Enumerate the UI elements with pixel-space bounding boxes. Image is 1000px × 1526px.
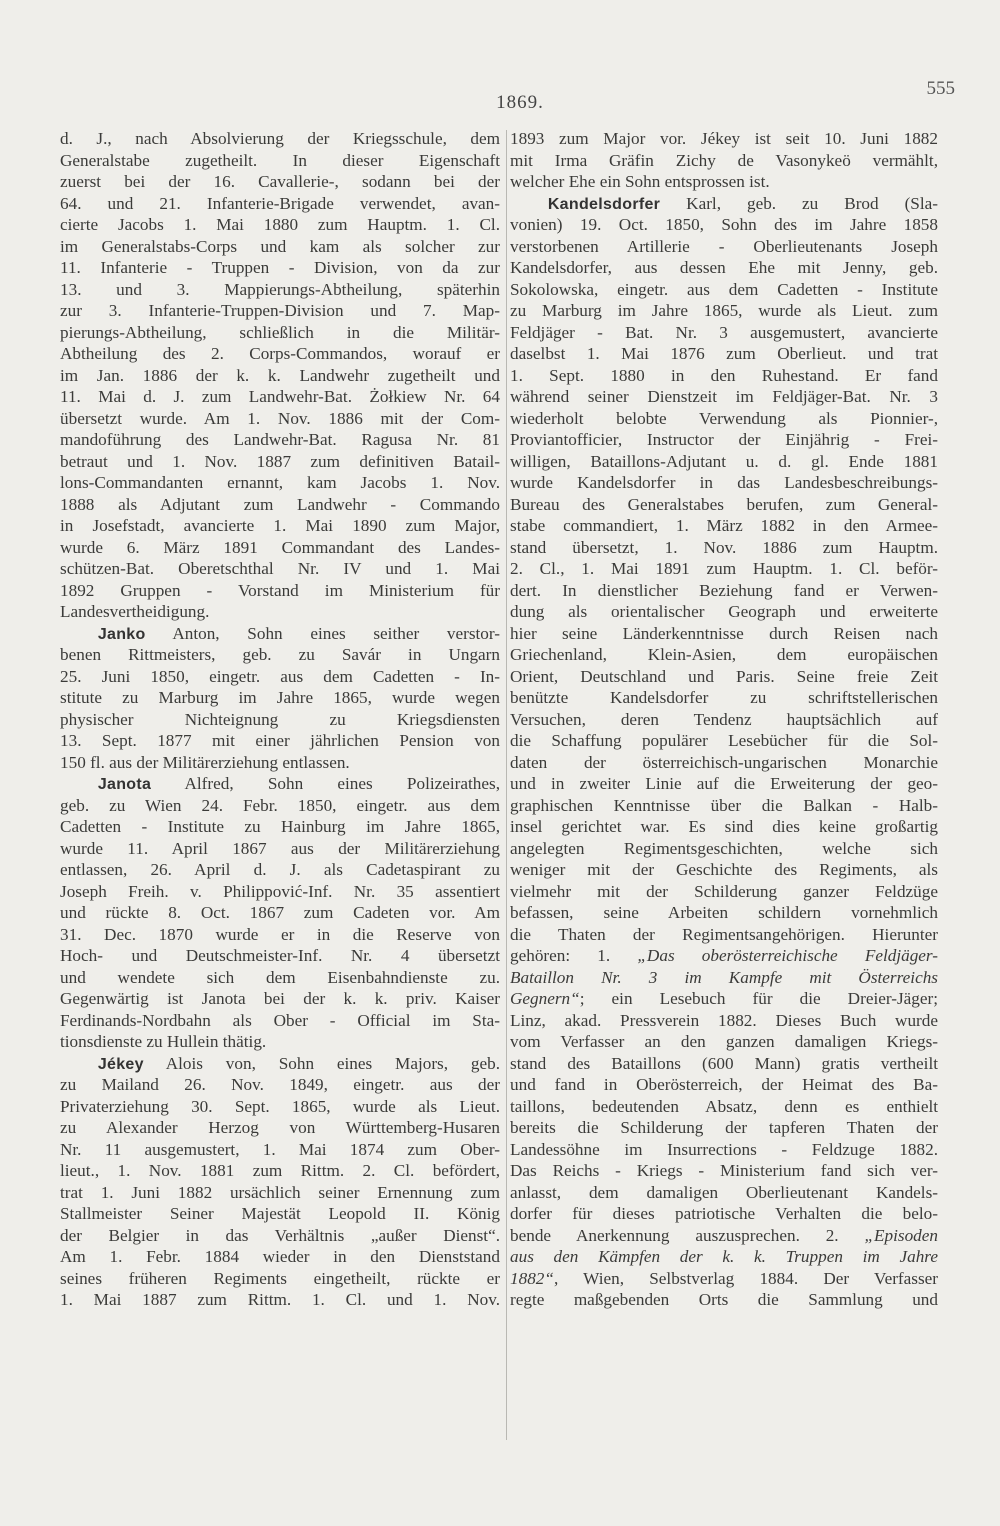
line-text: Sokolowska, eingetr. aus dem Cadetten - Institute bbox=[510, 279, 938, 299]
text-line bbox=[60, 214, 500, 236]
line-text: insel gerichtet war. Es sind dies keine großartig bbox=[510, 817, 938, 836]
line-text: 1888 als Adjutant zum Landwehr - Commando bbox=[60, 494, 500, 514]
text-line bbox=[510, 322, 938, 344]
line-text: vom Verfasser an den ganzen damaligen Kriegs- bbox=[510, 1032, 938, 1051]
text-line bbox=[60, 1053, 500, 1075]
text-line bbox=[60, 709, 500, 731]
line-text: benützte Kandelsdorfer zu schriftstellerischen bbox=[510, 688, 938, 707]
line-text: zu Mailand 26. Nov. 1849, eingetr. aus der bbox=[60, 1075, 500, 1094]
line-text: übersetzt wurde. Am 1. Nov. 1886 mit der Com- bbox=[60, 408, 500, 428]
line-text: lons-Commandanten ernannt, kam Jacobs 1. Nov. bbox=[60, 473, 500, 492]
text-line bbox=[510, 1139, 938, 1161]
text-line bbox=[60, 924, 500, 946]
text-line bbox=[60, 1074, 500, 1096]
line-text: d. J., nach Absolvierung der Kriegsschule, dem bbox=[60, 129, 500, 148]
line-text: in Josefstadt, avancierte 1. Mai 1890 zum Major, bbox=[60, 516, 500, 535]
line-text: Nr. 11 ausgemustert, 1. Mai 1874 zum Ober- bbox=[60, 1139, 500, 1159]
text-line bbox=[510, 1117, 938, 1139]
line-text: Orient, Deutschland und Paris. Seine freie Zeit bbox=[510, 666, 938, 686]
text-line bbox=[60, 1010, 500, 1032]
text-line bbox=[60, 601, 500, 623]
text-line bbox=[60, 881, 500, 903]
line-text: mandoführung des Landwehr-Bat. Ragusa Nr. 81 bbox=[60, 430, 500, 449]
line-text: vielmehr mit der Schilderung ganzer Feldzüge bbox=[510, 881, 938, 901]
line-text: Cadetten - Institute zu Hainburg im Jahre 1865, bbox=[60, 817, 500, 836]
line-text: tionsdienste zu Hullein thätig. bbox=[60, 1032, 267, 1051]
text-line bbox=[60, 816, 500, 838]
text-line bbox=[60, 1268, 500, 1290]
text-line bbox=[510, 1268, 938, 1290]
line-text: Alfred, Sohn eines Polizeirathes, bbox=[151, 774, 500, 793]
text-line bbox=[510, 300, 938, 322]
text-line bbox=[60, 1139, 500, 1161]
text-line bbox=[60, 1246, 500, 1268]
line-text: Linz, akad. Pressverein 1882. Dieses Buch wurde bbox=[510, 1010, 938, 1030]
text-line bbox=[510, 494, 938, 516]
line-text: stabe commandiert, 1. März 1882 in den Armee- bbox=[510, 516, 938, 535]
text-line bbox=[60, 1203, 500, 1225]
line-text: 25. Juni 1850, eingetr. aus dem Cadetten - In- bbox=[60, 666, 500, 686]
line-text: 13. Sept. 1877 mit einer jährlichen Pension von bbox=[60, 731, 500, 750]
text-line bbox=[510, 816, 938, 838]
line-text: stand des Bataillons (600 Mann) gratis vertheilt bbox=[510, 1053, 938, 1073]
text-line bbox=[510, 859, 938, 881]
line-text: 150 fl. aus der Militärerziehung entlassen. bbox=[60, 752, 350, 772]
text-line bbox=[60, 171, 500, 193]
text-line bbox=[60, 1096, 500, 1118]
line-text: cierte Jacobs 1. Mai 1880 zum Hauptm. 1. Cl. bbox=[60, 215, 500, 234]
line-text: mit Irma Gräfin Zichy de Vasonykeö vermählt, bbox=[510, 150, 938, 170]
column-divider bbox=[506, 130, 507, 1440]
line-text: 1892 Gruppen - Vorstand im Ministerium für bbox=[60, 580, 500, 600]
text-line bbox=[60, 408, 500, 430]
line-text: dert. In dienstlicher Beziehung fand er Verwen- bbox=[510, 580, 938, 600]
line-text: Proviantofficier, Instructor der Einjährig - Frei- bbox=[510, 430, 938, 449]
text-line bbox=[60, 322, 500, 344]
text-line bbox=[60, 859, 500, 881]
line-text: Karl, geb. zu Brod (Sla- bbox=[660, 193, 938, 213]
text-line bbox=[60, 623, 500, 645]
line-text: Landessöhne im Insurrections - Feldzuge 1882. bbox=[510, 1139, 938, 1159]
line-text: hier seine Länderkenntnisse durch Reisen nach bbox=[510, 623, 938, 643]
line-text: wiederholt belobte Verwendung als Pionnier-, bbox=[510, 408, 938, 428]
book-title-text: 1882“ bbox=[510, 1268, 554, 1288]
line-text: und in zweiter Linie auf die Erweiterung der geo- bbox=[510, 774, 938, 793]
text-line bbox=[510, 709, 938, 731]
line-text: 1. Mai 1887 zum Rittm. 1. Cl. und 1. Nov. bbox=[60, 1290, 500, 1309]
text-line bbox=[60, 752, 500, 774]
text-line bbox=[510, 515, 938, 537]
line-text: Landesvertheidigung. bbox=[60, 602, 210, 621]
line-text: zu Marburg im Jahre 1865, wurde als Lieut. zum bbox=[510, 301, 938, 320]
book-title-text: Gegnern“ bbox=[510, 989, 580, 1008]
text-line bbox=[510, 451, 938, 473]
line-text: welcher Ehe ein Sohn entsprossen ist. bbox=[510, 172, 770, 191]
line-text: 31. Dec. 1870 wurde er in die Reserve von bbox=[60, 924, 500, 944]
text-line bbox=[510, 214, 938, 236]
line-text: ; ein Lesebuch für die Dreier-Jäger; bbox=[579, 989, 938, 1008]
text-line bbox=[510, 128, 938, 150]
line-text: zu Alexander Herzog von Württemberg-Husaren bbox=[60, 1118, 500, 1137]
text-line bbox=[60, 988, 500, 1010]
text-line bbox=[60, 429, 500, 451]
page-number: 555 bbox=[926, 78, 955, 99]
line-text: und rückte 8. Oct. 1867 zum Cadeten vor. Am bbox=[60, 903, 500, 922]
line-text: im Generalstabs-Corps und kam als solcher zur bbox=[60, 236, 500, 256]
text-line bbox=[510, 1160, 938, 1182]
line-text: Alois von, Sohn eines Majors, geb. bbox=[143, 1053, 500, 1073]
text-line bbox=[60, 1031, 500, 1053]
line-text: während seiner Dienstzeit im Feldjäger-Bat. Nr. 3 bbox=[510, 387, 938, 406]
line-text: Das Reichs - Kriegs - Ministerium fand sich ver- bbox=[510, 1161, 938, 1180]
text-line bbox=[510, 1182, 938, 1204]
text-line bbox=[510, 945, 938, 967]
line-text: Hoch- und Deutschmeister-Inf. Nr. 4 übersetzt bbox=[60, 946, 500, 965]
text-line bbox=[510, 967, 938, 989]
text-line bbox=[510, 924, 938, 946]
book-title-text: aus den Kämpfen der k. k. Truppen im Jahre bbox=[510, 1247, 938, 1266]
text-line bbox=[510, 795, 938, 817]
line-text: betraut und 1. Nov. 1887 zum definitiven Batail- bbox=[60, 451, 500, 471]
text-line bbox=[510, 580, 938, 602]
line-text: regte maßgebenden Orts die Sammlung und bbox=[510, 1290, 938, 1309]
text-line bbox=[510, 601, 938, 623]
text-line bbox=[60, 1225, 500, 1247]
line-text: Generalstabe zugetheilt. In dieser Eigenschaft bbox=[60, 150, 500, 170]
line-text: pierungs-Abtheilung, schließlich in die Militär- bbox=[60, 322, 500, 342]
line-text: anlasst, dem damaligen Oberlieutenant Kandels- bbox=[510, 1182, 938, 1202]
text-line bbox=[510, 902, 938, 924]
running-header-year: 1869. bbox=[496, 92, 544, 113]
text-line bbox=[60, 472, 500, 494]
text-line bbox=[60, 902, 500, 924]
text-line bbox=[510, 1096, 938, 1118]
line-text: bende Anerkennung auszusprechen. 2. bbox=[510, 1225, 865, 1245]
text-line bbox=[60, 279, 500, 301]
text-line bbox=[510, 773, 938, 795]
text-line bbox=[60, 795, 500, 817]
text-line bbox=[60, 1182, 500, 1204]
text-line bbox=[60, 967, 500, 989]
text-line bbox=[60, 558, 500, 580]
line-text: 2. Cl., 1. Mai 1891 zum Hauptm. 1. Cl. beför- bbox=[510, 559, 938, 578]
text-line bbox=[60, 236, 500, 258]
entry-surname: Janko bbox=[97, 625, 146, 643]
line-text: , Wien, Selbstverlag 1884. Der Verfasser bbox=[553, 1268, 938, 1288]
line-text: verstorbenen Artillerie - Oberlieutenants Joseph bbox=[510, 236, 938, 256]
line-text: benen Rittmeisters, geb. zu Savár in Ungarn bbox=[60, 645, 500, 664]
line-text: trat 1. Juni 1882 ursächlich seiner Ernennung zum bbox=[60, 1182, 500, 1202]
text-line bbox=[510, 1053, 938, 1075]
text-line bbox=[510, 1289, 938, 1311]
line-text: entlassen, 26. April d. J. als Cadetaspirant zu bbox=[60, 860, 500, 879]
line-text: Kandelsdorfer, aus dessen Ehe mit Jenny, geb. bbox=[510, 258, 938, 277]
book-title-text: Bataillon Nr. 3 im Kampfe mit Österreichs bbox=[510, 967, 938, 987]
text-line bbox=[60, 343, 500, 365]
line-text: im Jan. 1886 der k. k. Landwehr zugetheilt und bbox=[60, 365, 500, 385]
line-text: Ferdinands-Nordbahn als Ober - Official im Sta- bbox=[60, 1010, 500, 1030]
text-line bbox=[510, 644, 938, 666]
text-line bbox=[60, 386, 500, 408]
text-line bbox=[510, 752, 938, 774]
text-line bbox=[60, 150, 500, 172]
line-text: dung als orientalischer Geograph und erweiterte bbox=[510, 602, 938, 621]
line-text: 1. Sept. 1880 in den Ruhestand. Er fand bbox=[510, 365, 938, 385]
line-text: 1893 zum Major vor. Jékey ist seit 10. Juni 1882 bbox=[510, 129, 938, 148]
text-line bbox=[510, 1225, 938, 1247]
line-text: schützen-Bat. Oberetschthal Nr. IV und 1. Mai bbox=[60, 559, 500, 578]
text-line bbox=[510, 408, 938, 430]
text-line bbox=[60, 666, 500, 688]
line-text: 11. Infanterie - Truppen - Division, von da zur bbox=[60, 258, 500, 277]
text-line bbox=[510, 429, 938, 451]
line-text: Versuchen, deren Tendenz hauptsächlich auf bbox=[510, 709, 938, 729]
line-text: angelegten Regimentsgeschichten, welche sich bbox=[510, 838, 938, 858]
line-text: weniger mit der Geschichte des Regiments, als bbox=[510, 860, 938, 879]
text-line bbox=[60, 644, 500, 666]
line-text: und fand in Oberösterreich, der Heimat des Ba- bbox=[510, 1075, 938, 1094]
text-line bbox=[60, 193, 500, 215]
text-line bbox=[510, 623, 938, 645]
line-text: daten der österreichisch-ungarischen Monarchie bbox=[510, 752, 938, 772]
text-line bbox=[510, 236, 938, 258]
text-line bbox=[510, 988, 938, 1010]
right-text-column bbox=[510, 128, 938, 1311]
line-text: physischer Nichteignung zu Kriegsdiensten bbox=[60, 709, 500, 729]
text-line bbox=[510, 150, 938, 172]
text-line bbox=[60, 537, 500, 559]
text-line bbox=[60, 773, 500, 795]
line-text: taillons, bedeutenden Absatz, denn es enthielt bbox=[510, 1096, 938, 1116]
text-line bbox=[510, 730, 938, 752]
line-text: gehören: 1. bbox=[510, 946, 638, 965]
line-text: geb. zu Wien 24. Febr. 1850, eingetr. aus dem bbox=[60, 795, 500, 815]
line-text: stand übersetzt, 1. Nov. 1886 zum Hauptm. bbox=[510, 537, 938, 557]
line-text: Bureau des Generalstabes berufen, zum General- bbox=[510, 494, 938, 514]
line-text: die Schaffung populärer Lesebücher für die Sol- bbox=[510, 731, 938, 750]
line-text: stitute zu Marburg im Jahre 1865, wurde wegen bbox=[60, 688, 500, 707]
text-line bbox=[60, 1117, 500, 1139]
text-line bbox=[510, 279, 938, 301]
line-text: Stallmeister Seiner Majestät Leopold II. König bbox=[60, 1204, 500, 1223]
line-text: dorfer für dieses patriotische Verhalten die belo- bbox=[510, 1204, 938, 1223]
text-line bbox=[60, 1289, 500, 1311]
text-line bbox=[60, 365, 500, 387]
text-line bbox=[510, 365, 938, 387]
line-text: 64. und 21. Infanterie-Brigade verwendet, avan- bbox=[60, 193, 500, 213]
book-title-text: „Episoden bbox=[864, 1225, 938, 1245]
line-text: 13. und 3. Mappierungs-Abtheilung, späterhin bbox=[60, 279, 500, 299]
line-text: 11. Mai d. J. zum Landwehr-Bat. Żołkiew Nr. 64 bbox=[60, 387, 500, 406]
text-line bbox=[510, 1010, 938, 1032]
text-line bbox=[510, 193, 938, 215]
text-line bbox=[60, 128, 500, 150]
left-text-column bbox=[60, 128, 500, 1311]
line-text: Anton, Sohn eines seither verstor- bbox=[145, 623, 500, 643]
line-text: bereits die Schilderung der tapferen Thaten der bbox=[510, 1118, 938, 1137]
line-text: Abtheilung des 2. Corps-Commandos, worauf er bbox=[60, 344, 500, 363]
line-text: zuerst bei der 16. Cavallerie-, sodann bei der bbox=[60, 172, 500, 191]
line-text: Privaterziehung 30. Sept. 1865, wurde als Lieut. bbox=[60, 1096, 500, 1116]
text-line bbox=[510, 558, 938, 580]
line-text: der Belgier in das Verhältnis „außer Dienst“. bbox=[60, 1225, 500, 1245]
text-line bbox=[60, 580, 500, 602]
entry-surname: Janota bbox=[97, 776, 152, 793]
text-line bbox=[510, 343, 938, 365]
text-line bbox=[510, 472, 938, 494]
text-line bbox=[510, 666, 938, 688]
line-text: daselbst 1. Mai 1876 zum Oberlieut. und trat bbox=[510, 344, 938, 363]
line-text: zur 3. Infanterie-Truppen-Division und 7. Map- bbox=[60, 301, 500, 320]
line-text: vonien) 19. Oct. 1850, Sohn des im Jahre 1858 bbox=[510, 215, 938, 234]
text-line bbox=[510, 1246, 938, 1268]
line-text: wurde 6. März 1891 Commandant des Landes- bbox=[60, 537, 500, 557]
line-text: graphischen Kenntnisse über die Balkan - Halb- bbox=[510, 795, 938, 815]
line-text: Feldjäger - Bat. Nr. 3 ausgemustert, avancierte bbox=[510, 322, 938, 342]
text-line bbox=[510, 171, 938, 193]
line-text: Gegenwärtig ist Janota bei der k. k. priv. Kaiser bbox=[60, 989, 500, 1008]
line-text: die Thaten der Regimentsangehörigen. Hierunter bbox=[510, 924, 938, 944]
text-line bbox=[60, 451, 500, 473]
text-line bbox=[510, 386, 938, 408]
text-line bbox=[510, 1031, 938, 1053]
text-line bbox=[510, 1203, 938, 1225]
entry-surname: Jékey bbox=[97, 1055, 144, 1073]
line-text: Joseph Freih. v. Philippović-Inf. Nr. 35 assentiert bbox=[60, 881, 500, 901]
text-line bbox=[510, 687, 938, 709]
entry-surname: Kandelsdorfer bbox=[547, 195, 661, 213]
text-line bbox=[60, 945, 500, 967]
line-text: befassen, seine Arbeiten schildern vornehmlich bbox=[510, 903, 938, 922]
book-title-text: „Das oberösterreichische Feldjäger- bbox=[637, 946, 938, 965]
text-line bbox=[60, 730, 500, 752]
line-text: willigen, Bataillons-Adjutant u. d. gl. Ende 1881 bbox=[510, 451, 938, 471]
line-text: seines früheren Regiments eingetheilt, rückte er bbox=[60, 1268, 500, 1288]
text-line bbox=[510, 537, 938, 559]
text-line bbox=[60, 838, 500, 860]
text-line bbox=[60, 494, 500, 516]
text-line bbox=[510, 257, 938, 279]
text-line bbox=[60, 687, 500, 709]
line-text: und wendete sich dem Eisenbahndienste zu. bbox=[60, 967, 500, 987]
text-line bbox=[60, 257, 500, 279]
line-text: Griechenland, Klein-Asien, dem europäischen bbox=[510, 645, 938, 664]
line-text: lieut., 1. Nov. 1881 zum Rittm. 2. Cl. befördert, bbox=[60, 1161, 500, 1180]
text-line bbox=[60, 515, 500, 537]
line-text: wurde 11. April 1867 aus der Militärerziehung bbox=[60, 838, 500, 858]
line-text: Am 1. Febr. 1884 wieder in den Dienststand bbox=[60, 1247, 500, 1266]
line-text: wurde Kandelsdorfer in das Landesbeschreibungs- bbox=[510, 473, 938, 492]
text-line bbox=[60, 300, 500, 322]
text-line bbox=[60, 1160, 500, 1182]
text-line bbox=[510, 1074, 938, 1096]
text-line bbox=[510, 838, 938, 860]
text-line bbox=[510, 881, 938, 903]
